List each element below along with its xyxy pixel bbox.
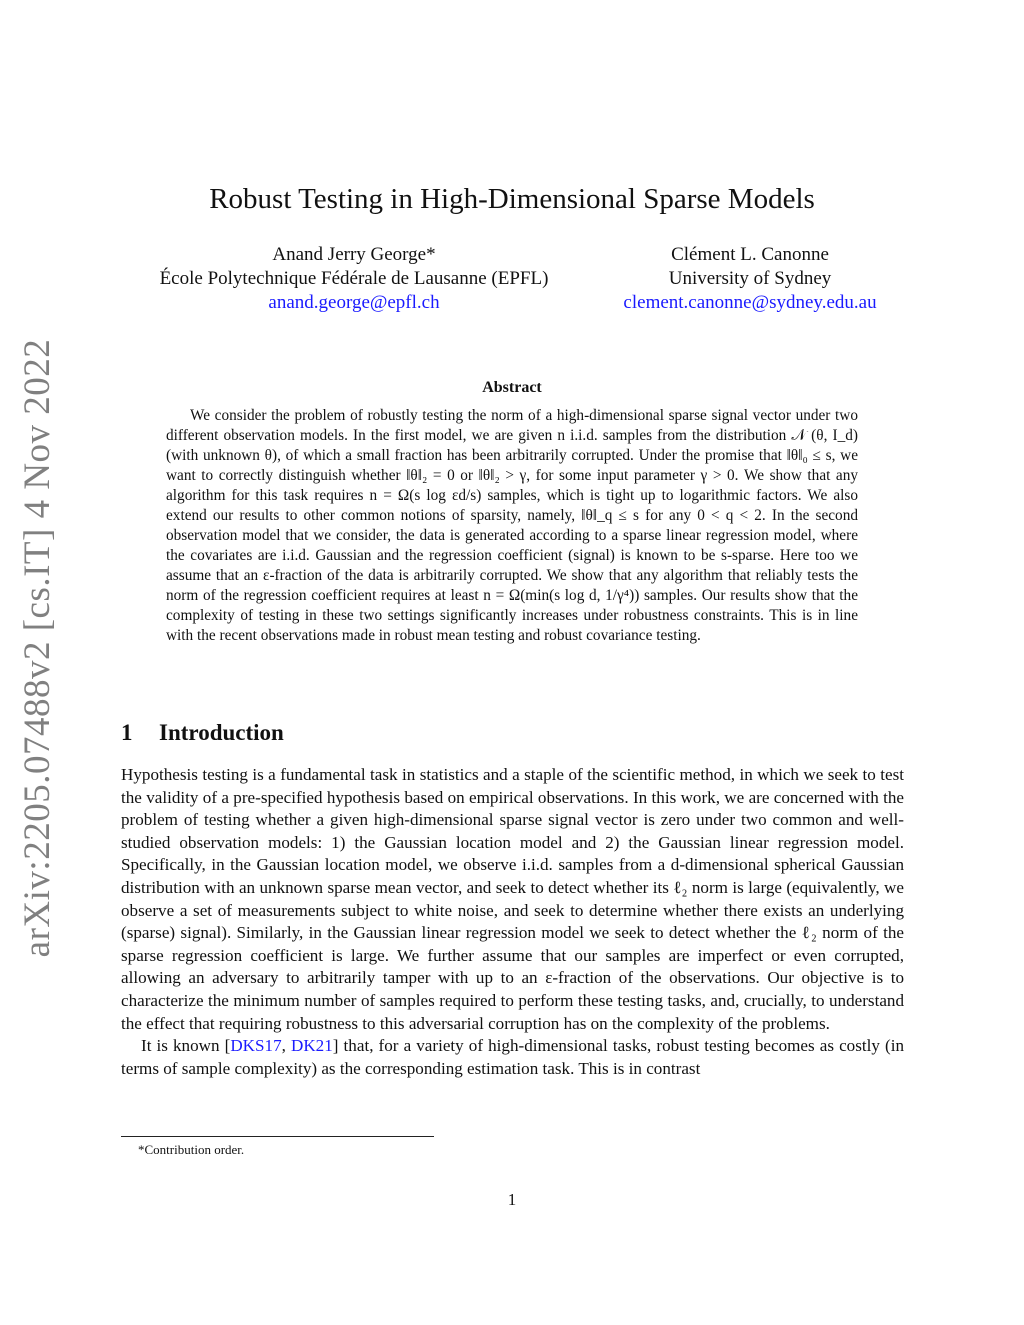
abstract-heading: Abstract <box>482 379 542 396</box>
abstract-text: We consider the problem of robustly testing the norm of a high-dimensional sparse signal vector under two different observation models. In the first model, we are given n i.i.d. samples from the distribution 𝒩 (θ, I_d) (with unknown θ), of which a small fraction has been arbitrarily corrupted. Under the promise that ‖θ‖₀ ≤ s, we want to correctly distinguish whether ‖θ‖₂ = 0 or ‖θ‖₂ > γ, for some input parameter γ > 0. We show that any algorithm for this task requires n = Ω(s log εd/s) samples, which is tight up to logarithmic factors. We also extend our results to other common notions of sparsity, namely, ‖θ‖_q ≤ s for any 0 < q < 2. In the second observation model that we consider, the data is generated according to a sparse linear regression model, where the covariates are i.i.d. Gaussian and the regression coefficient (signal) is known to be s-sparse. Here too we assume that an ε-fraction of the data is arbitrarily corrupted. We show that any algorithm that reliably tests the norm of the regression coefficient requires at least n = Ω(min(s log d, 1/γ⁴)) samples. Our results show that the complexity of testing in these two settings significantly increases under robustness constraints. This is in line with the recent observations made in robust mean testing and robust covariance testing. <box>166 407 858 644</box>
author-email-link[interactable]: clement.canonne@sydney.edu.au <box>623 292 877 313</box>
section-number: 1 <box>121 720 133 745</box>
author-block-2 <box>598 243 902 315</box>
page-number: 1 <box>507 1190 517 1209</box>
paragraph: Hypothesis testing is a fundamental task in statistics and a staple of the scientific method, in which we seek to test the validity of a pre-specified hypothesis based on empirical observations. In this work, we are concerned with the problem of testing whether a given high-dimensional sparse signal vector is zero under two common and well-studied observation models: 1) the Gaussian location model and 2) the Gaussian linear regression model. Specifically, in the Gaussian location model, we observe i.i.d. samples from a d-dimensional spherical Gaussian distribution with an unknown sparse mean vector, and seek to detect whether its ℓ₂ norm is large (equivalently, we observe a set of measurements subject to white noise, and seek to determine whether there exists an underlying (sparse) signal). Similarly, in the Gaussian linear regression model we seek to detect whether the ℓ₂ norm of the sparse regression coefficient is large. We further assume that our samples are imperfect or even corrupted, allowing an adversary to arbitrarily tamper with up to an ε-fraction of the observations. Our objective is to characterize the minimum number of samples required to perform these testing tasks, and, crucially, to understand the effect that requiring robustness to this adversarial corruption has on the complexity of the problems. <box>121 765 904 1033</box>
author-affiliation: École Polytechnique Fédérale de Lausanne (EPFL) <box>159 268 549 289</box>
body-text <box>121 764 904 1080</box>
citation-link[interactable]: DK21 <box>290 1036 333 1056</box>
author-affiliation: University of Sydney <box>668 268 832 289</box>
citation-link[interactable]: DKS17 <box>230 1036 282 1056</box>
author-block-1 <box>120 243 588 315</box>
author-email-link[interactable]: anand.george@epfl.ch <box>268 292 440 313</box>
section-title: Introduction <box>159 720 284 745</box>
author-name: Clément L. Canonne <box>671 244 829 265</box>
author-name: Anand Jerry George* <box>272 244 436 265</box>
footnote-rule <box>121 1136 434 1137</box>
arxiv-identifier: arXiv:2205.07488v2 [cs.IT] 4 Nov 2022 <box>17 338 58 958</box>
paper-title: Robust Testing in High-Dimensional Sparse Models <box>209 183 815 215</box>
paragraph: It is known [DKS17, DK21] that, for a variety of high-dimensional tasks, robust testing becomes as costly (in terms of sample complexity) as the corresponding estimation task. This is in contrast <box>121 1036 904 1078</box>
footnote: *Contribution order. <box>138 1142 245 1157</box>
section-heading <box>121 720 284 746</box>
